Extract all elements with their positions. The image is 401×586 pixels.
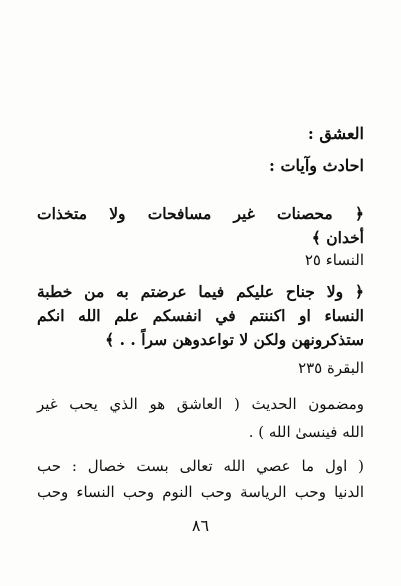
page-number: ٨٦ (191, 516, 210, 535)
hadith-1-line-2: الله فينسىٰ الله ) . (248, 423, 364, 441)
hadith-2-line-1: ( اول ما عصي الله تعالى بست خصال : حب (37, 457, 364, 475)
verse-2-line-3: ستذكرونهن ولكن لا تواعدوهن سراً . . ﴾ (105, 330, 364, 349)
verse-1-line-1: ﴿ محصنات غير مسافحات ولا متخذات (37, 204, 364, 223)
verse-2-reference: البقرة ٢٣٥ (298, 359, 364, 377)
topic-heading: العشق : (307, 124, 364, 143)
verse-2-line-1: ﴿ ولا جناح عليكم فيما عرضتم به من خطبة (37, 282, 364, 301)
hadith-1-line-1: ومضمون الحديث ( العاشق هو الذي يحب غير (37, 395, 364, 413)
verse-2-line-2: النساء او اكننتم في انفسكم علم الله انكم (37, 306, 364, 325)
sources-heading: احادث وآيات : (268, 156, 364, 175)
verse-1-line-2: أخدان ﴾ (311, 228, 364, 247)
hadith-2-line-2: الدنيا وحب الرياسة وحب النوم وحب النساء وحب (37, 483, 364, 501)
verse-1-reference: النساء ٢٥ (304, 251, 364, 269)
